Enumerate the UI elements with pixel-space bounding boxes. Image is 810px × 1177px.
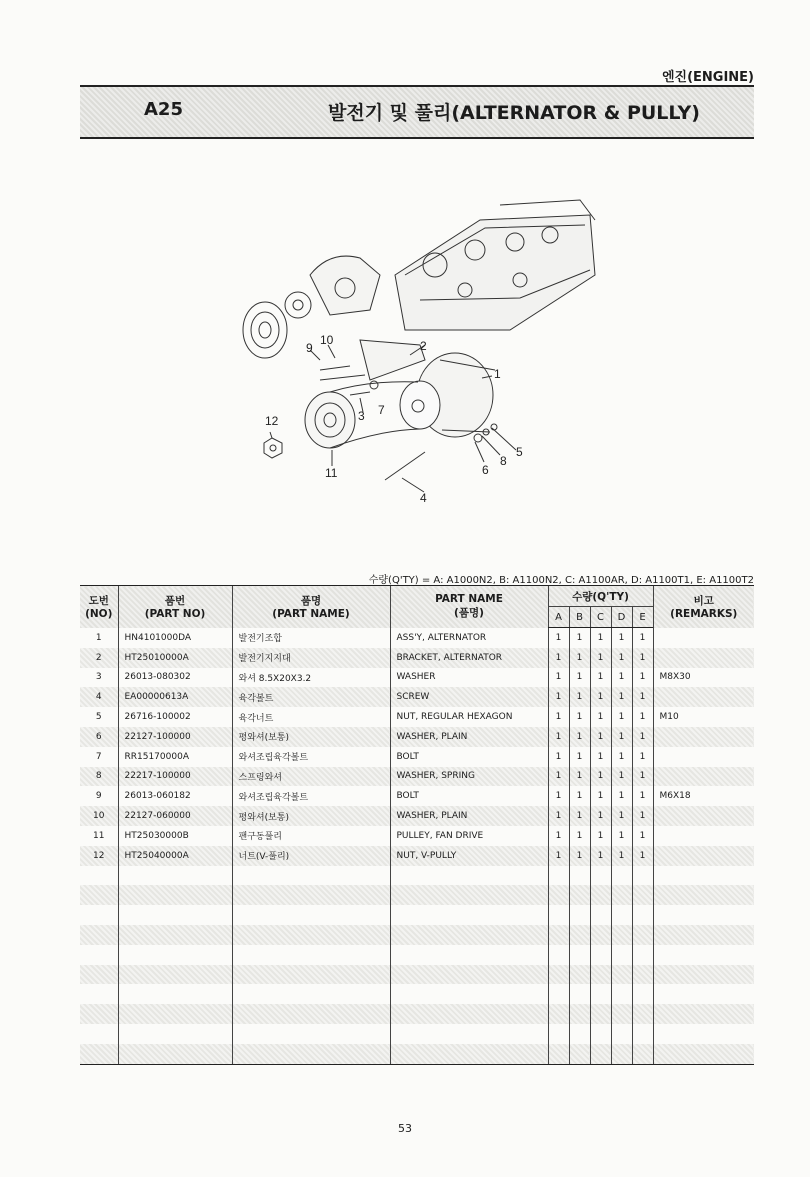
cell-no	[80, 905, 118, 925]
cell-a	[548, 984, 569, 1004]
cell-part-no	[118, 945, 232, 965]
cell-remarks	[653, 866, 754, 886]
cell-d: 1	[611, 687, 632, 707]
cell-no: 12	[80, 846, 118, 866]
callout-2: 2	[420, 339, 427, 353]
cell-no	[80, 945, 118, 965]
cell-part-no	[118, 965, 232, 985]
cell-no: 9	[95, 791, 102, 802]
cell-name-en: WASHER, PLAIN	[390, 727, 548, 747]
cell-part-no: HT25010000A	[118, 648, 232, 668]
cell-part-no	[118, 984, 232, 1004]
table-row	[80, 866, 754, 886]
cell-a: 1	[548, 786, 569, 806]
cell-no	[80, 866, 118, 886]
cell-c: 1	[590, 727, 611, 747]
cell-d: 1	[611, 767, 632, 787]
table-row	[80, 767, 754, 787]
cell-a	[548, 866, 569, 886]
table-row	[80, 885, 754, 905]
cell-c	[590, 1004, 611, 1024]
cell-name-en	[390, 905, 548, 925]
cell-b: 1	[569, 628, 590, 648]
cell-e: 1	[632, 846, 653, 866]
cell-name-kr	[232, 866, 390, 886]
table-row	[80, 905, 754, 925]
cell-b: 1	[569, 727, 590, 747]
cell-a	[548, 1044, 569, 1064]
cell-no: 3	[95, 672, 102, 683]
cell-name-kr: 와셔 8.5X20X3.2	[232, 668, 390, 688]
cell-remarks	[653, 885, 754, 905]
cell-part-no: HT25030000B	[118, 826, 232, 846]
cell-c: 1	[590, 767, 611, 787]
page-number: 53	[398, 1122, 412, 1135]
cell-remarks	[653, 846, 754, 866]
cell-no	[80, 984, 118, 1004]
cell-a: 1	[548, 628, 569, 648]
cell-b	[569, 945, 590, 965]
cell-b	[569, 866, 590, 886]
cell-c: 1	[590, 687, 611, 707]
table-row	[80, 668, 754, 688]
cell-name-en: SCREW	[390, 687, 548, 707]
cell-b: 1	[569, 707, 590, 727]
callout-1: 1	[494, 367, 501, 381]
cell-d	[611, 984, 632, 1004]
cell-no: 4	[80, 687, 118, 707]
cell-c: 1	[590, 668, 611, 688]
cell-e: 1	[632, 767, 653, 787]
cell-part-no: 22127-100000	[118, 727, 232, 747]
cell-no: 10	[80, 806, 118, 826]
cell-remarks	[653, 628, 754, 648]
callout-9: 9	[306, 341, 313, 355]
cell-name-kr: 육각볼트	[232, 687, 390, 707]
cell-name-kr	[232, 965, 390, 985]
cell-d: 1	[611, 826, 632, 846]
cell-remarks	[653, 905, 754, 925]
table-row	[80, 1044, 754, 1064]
cell-d: 1	[611, 846, 632, 866]
col-qty-c: C	[590, 607, 611, 628]
cell-d	[611, 866, 632, 886]
cell-b	[569, 984, 590, 1004]
cell-name-kr: 평와셔(보통)	[232, 727, 390, 747]
cell-c: 1	[590, 806, 611, 826]
cell-d	[611, 885, 632, 905]
cell-part-no	[118, 1044, 232, 1064]
cell-e: 1	[632, 727, 653, 747]
cell-no	[80, 1024, 118, 1044]
cell-part-no: 22127-060000	[118, 806, 232, 826]
cell-a: 1	[548, 727, 569, 747]
cell-no: 7	[95, 751, 102, 762]
cell-name-kr: 발전기조합	[232, 628, 390, 648]
cell-name-en: BOLT	[390, 786, 548, 806]
cell-name-kr: 평와셔(보통)	[232, 806, 390, 826]
cell-name-en: NUT, REGULAR HEXAGON	[390, 707, 548, 727]
col-part-name-kr: 품명 (PART NAME)	[232, 586, 390, 628]
cell-no	[80, 925, 118, 945]
page-title: 발전기 및 풀리(ALTERNATOR & PULLY)	[328, 102, 700, 124]
cell-remarks	[653, 747, 754, 767]
table-row	[80, 846, 754, 866]
cell-c	[590, 965, 611, 985]
cell-remarks: M6X18	[653, 786, 754, 806]
cell-b: 1	[569, 806, 590, 826]
cell-part-no: 26716-100002	[118, 707, 232, 727]
callout-3: 3	[358, 409, 365, 423]
table-row	[80, 925, 754, 945]
cell-name-en	[390, 984, 548, 1004]
cell-part-no	[118, 905, 232, 925]
cell-c: 1	[590, 826, 611, 846]
table-row	[80, 648, 754, 668]
cell-name-kr: 와셔조립육각볼트	[232, 747, 390, 767]
cell-e	[632, 945, 653, 965]
cell-e: 1	[632, 806, 653, 826]
table-row	[80, 826, 754, 846]
cell-part-no	[118, 925, 232, 945]
cell-d	[611, 945, 632, 965]
cell-remarks	[653, 984, 754, 1004]
table-row	[80, 984, 754, 1004]
cell-e	[632, 1044, 653, 1064]
cell-name-en	[390, 1024, 548, 1044]
cell-remarks	[653, 767, 754, 787]
cell-c: 1	[590, 846, 611, 866]
callout-7: 7	[378, 403, 385, 417]
cell-part-no: 26013-060182	[118, 786, 232, 806]
cell-b: 1	[569, 747, 590, 767]
cell-name-en	[390, 1004, 548, 1024]
cell-b	[569, 1024, 590, 1044]
cell-a	[548, 1004, 569, 1024]
cell-name-kr: 육각너트	[232, 707, 390, 727]
cell-no	[80, 1044, 118, 1064]
cell-e: 1	[632, 687, 653, 707]
title-bar	[80, 85, 754, 139]
cell-name-en: WASHER, PLAIN	[390, 806, 548, 826]
cell-d: 1	[611, 786, 632, 806]
cell-b	[569, 1044, 590, 1064]
cell-c: 1	[590, 648, 611, 668]
cell-e: 1	[632, 628, 653, 648]
cell-name-en	[390, 1044, 548, 1064]
cell-remarks: M8X30	[653, 668, 754, 688]
cell-d: 1	[611, 806, 632, 826]
cell-name-kr	[232, 1024, 390, 1044]
cell-e	[632, 925, 653, 945]
cell-name-en	[390, 965, 548, 985]
cell-remarks	[653, 925, 754, 945]
cell-c	[590, 925, 611, 945]
cell-b	[569, 965, 590, 985]
cell-a: 1	[548, 767, 569, 787]
table-row	[80, 707, 754, 727]
table-row	[80, 727, 754, 747]
cell-name-en: PULLEY, FAN DRIVE	[390, 826, 548, 846]
cell-part-no	[118, 885, 232, 905]
table-row	[80, 965, 754, 985]
cell-remarks	[653, 965, 754, 985]
cell-c: 1	[590, 786, 611, 806]
cell-b: 1	[569, 648, 590, 668]
cell-remarks	[653, 1024, 754, 1044]
cell-a: 1	[548, 707, 569, 727]
table-row	[80, 806, 754, 826]
cell-b: 1	[569, 767, 590, 787]
table-row	[80, 747, 754, 767]
cell-part-no	[118, 1024, 232, 1044]
exploded-parts-diagram	[220, 180, 620, 520]
cell-part-no: HT25040000A	[118, 846, 232, 866]
quantity-note: 수량(Q'TY) = A: A1000N2, B: A1100N2, C: A1100AR, D: A1100T1, E: A1100T2	[368, 575, 754, 586]
cell-no	[80, 965, 118, 985]
callout-6: 6	[482, 463, 489, 477]
cell-remarks: M10	[653, 707, 754, 727]
cell-part-no: 26013-080302	[118, 668, 232, 688]
cell-c	[590, 984, 611, 1004]
cell-b: 1	[569, 668, 590, 688]
cell-b: 1	[569, 786, 590, 806]
cell-d	[611, 925, 632, 945]
cell-a	[548, 945, 569, 965]
cell-c	[590, 945, 611, 965]
parts-table-body	[80, 628, 754, 1065]
cell-d: 1	[611, 727, 632, 747]
table-row	[80, 1004, 754, 1024]
cell-c	[590, 885, 611, 905]
cell-a: 1	[548, 747, 569, 767]
cell-a	[548, 965, 569, 985]
cell-no: 1	[95, 632, 102, 643]
cell-remarks	[653, 945, 754, 965]
table-row	[80, 1024, 754, 1044]
cell-remarks	[653, 687, 754, 707]
cell-part-no	[118, 866, 232, 886]
cell-name-en: NUT, V-PULLY	[390, 846, 548, 866]
cell-b	[569, 885, 590, 905]
cell-a: 1	[548, 806, 569, 826]
cell-name-en: ASS'Y, ALTERNATOR	[390, 628, 548, 648]
section-label: 엔진(ENGINE)	[661, 70, 754, 85]
callout-11: 11	[325, 466, 338, 480]
cell-no: 11	[93, 830, 105, 841]
cell-e	[632, 905, 653, 925]
callout-5: 5	[516, 445, 523, 459]
cell-remarks	[653, 1004, 754, 1024]
table-row	[80, 687, 754, 707]
cell-no: 6	[80, 727, 118, 747]
cell-a	[548, 885, 569, 905]
col-remarks: 비고 (REMARKS)	[653, 586, 754, 628]
cell-d	[611, 1004, 632, 1024]
cell-b	[569, 1004, 590, 1024]
cell-name-kr	[232, 905, 390, 925]
cell-e: 1	[632, 648, 653, 668]
cell-e	[632, 1024, 653, 1044]
cell-remarks	[653, 826, 754, 846]
cell-e: 1	[632, 826, 653, 846]
cell-no	[80, 1004, 118, 1024]
cell-name-en	[390, 885, 548, 905]
cell-e: 1	[632, 786, 653, 806]
cell-name-kr	[232, 925, 390, 945]
cell-name-kr: 와셔조립육각볼트	[232, 786, 390, 806]
cell-d	[611, 1044, 632, 1064]
cell-a: 1	[548, 648, 569, 668]
cell-part-no: EA00000613A	[118, 687, 232, 707]
cell-b: 1	[569, 826, 590, 846]
callout-10: 10	[320, 333, 334, 347]
cell-c: 1	[590, 628, 611, 648]
cell-c	[590, 905, 611, 925]
cell-no: 2	[80, 648, 118, 668]
cell-a: 1	[548, 846, 569, 866]
cell-name-en	[390, 945, 548, 965]
cell-e	[632, 885, 653, 905]
table-row	[80, 628, 754, 648]
cell-b	[569, 925, 590, 945]
col-qty-d: D	[611, 607, 632, 628]
cell-remarks	[653, 727, 754, 747]
cell-name-kr: 팬구동풀리	[232, 826, 390, 846]
cell-remarks	[653, 648, 754, 668]
cell-a	[548, 905, 569, 925]
callout-4: 4	[420, 491, 427, 505]
cell-d: 1	[611, 707, 632, 727]
col-qty-e: E	[632, 607, 653, 628]
cell-no: 5	[95, 712, 102, 723]
cell-name-kr	[232, 1004, 390, 1024]
cell-name-kr: 스프링와셔	[232, 767, 390, 787]
cell-c	[590, 1044, 611, 1064]
cell-no: 8	[80, 767, 118, 787]
col-no: 도번 (NO)	[80, 586, 118, 628]
cell-name-kr	[232, 1044, 390, 1064]
cell-part-no	[118, 1004, 232, 1024]
callout-8: 8	[500, 454, 507, 468]
table-row	[80, 786, 754, 806]
cell-name-kr: 발전기지지대	[232, 648, 390, 668]
cell-no	[80, 885, 118, 905]
col-qty-b: B	[569, 607, 590, 628]
cell-name-en: BRACKET, ALTERNATOR	[390, 648, 548, 668]
cell-c	[590, 1024, 611, 1044]
cell-name-en: WASHER	[390, 668, 548, 688]
cell-d: 1	[611, 648, 632, 668]
cell-name-kr: 너트(V-풀리)	[232, 846, 390, 866]
cell-c: 1	[590, 747, 611, 767]
cell-e: 1	[632, 747, 653, 767]
cell-part-no: 22217-100000	[118, 767, 232, 787]
cell-name-en: BOLT	[390, 747, 548, 767]
cell-b: 1	[569, 846, 590, 866]
cell-c: 1	[590, 707, 611, 727]
cell-a: 1	[548, 826, 569, 846]
cell-c	[590, 866, 611, 886]
cell-b: 1	[569, 687, 590, 707]
cell-name-en: WASHER, SPRING	[390, 767, 548, 787]
cell-e	[632, 866, 653, 886]
cell-d: 1	[611, 628, 632, 648]
cell-e	[632, 965, 653, 985]
col-qty-a: A	[548, 607, 569, 628]
cell-a	[548, 925, 569, 945]
cell-e: 1	[632, 707, 653, 727]
cell-e	[632, 984, 653, 1004]
cell-name-kr	[232, 885, 390, 905]
cell-e	[632, 1004, 653, 1024]
parts-table	[80, 585, 754, 1065]
cell-part-no: HN4101000DA	[118, 628, 232, 648]
cell-part-no: RR15170000A	[118, 747, 232, 767]
cell-a: 1	[548, 668, 569, 688]
col-part-no: 품번 (PART NO)	[118, 586, 232, 628]
cell-b	[569, 905, 590, 925]
cell-d: 1	[611, 747, 632, 767]
cell-d	[611, 905, 632, 925]
col-part-name-en: PART NAME (품명)	[390, 586, 548, 628]
cell-d	[611, 1024, 632, 1044]
cell-remarks	[653, 806, 754, 826]
table-row	[80, 945, 754, 965]
cell-a	[548, 1024, 569, 1044]
cell-remarks	[653, 1044, 754, 1064]
cell-d: 1	[611, 668, 632, 688]
cell-e: 1	[632, 668, 653, 688]
section-code: A25	[144, 99, 183, 120]
cell-name-kr	[232, 984, 390, 1004]
cell-name-kr	[232, 945, 390, 965]
col-qty: 수량(Q'TY)	[548, 586, 653, 607]
callout-12: 12	[265, 414, 279, 428]
cell-d	[611, 965, 632, 985]
cell-name-en	[390, 925, 548, 945]
cell-a: 1	[548, 687, 569, 707]
cell-name-en	[390, 866, 548, 886]
